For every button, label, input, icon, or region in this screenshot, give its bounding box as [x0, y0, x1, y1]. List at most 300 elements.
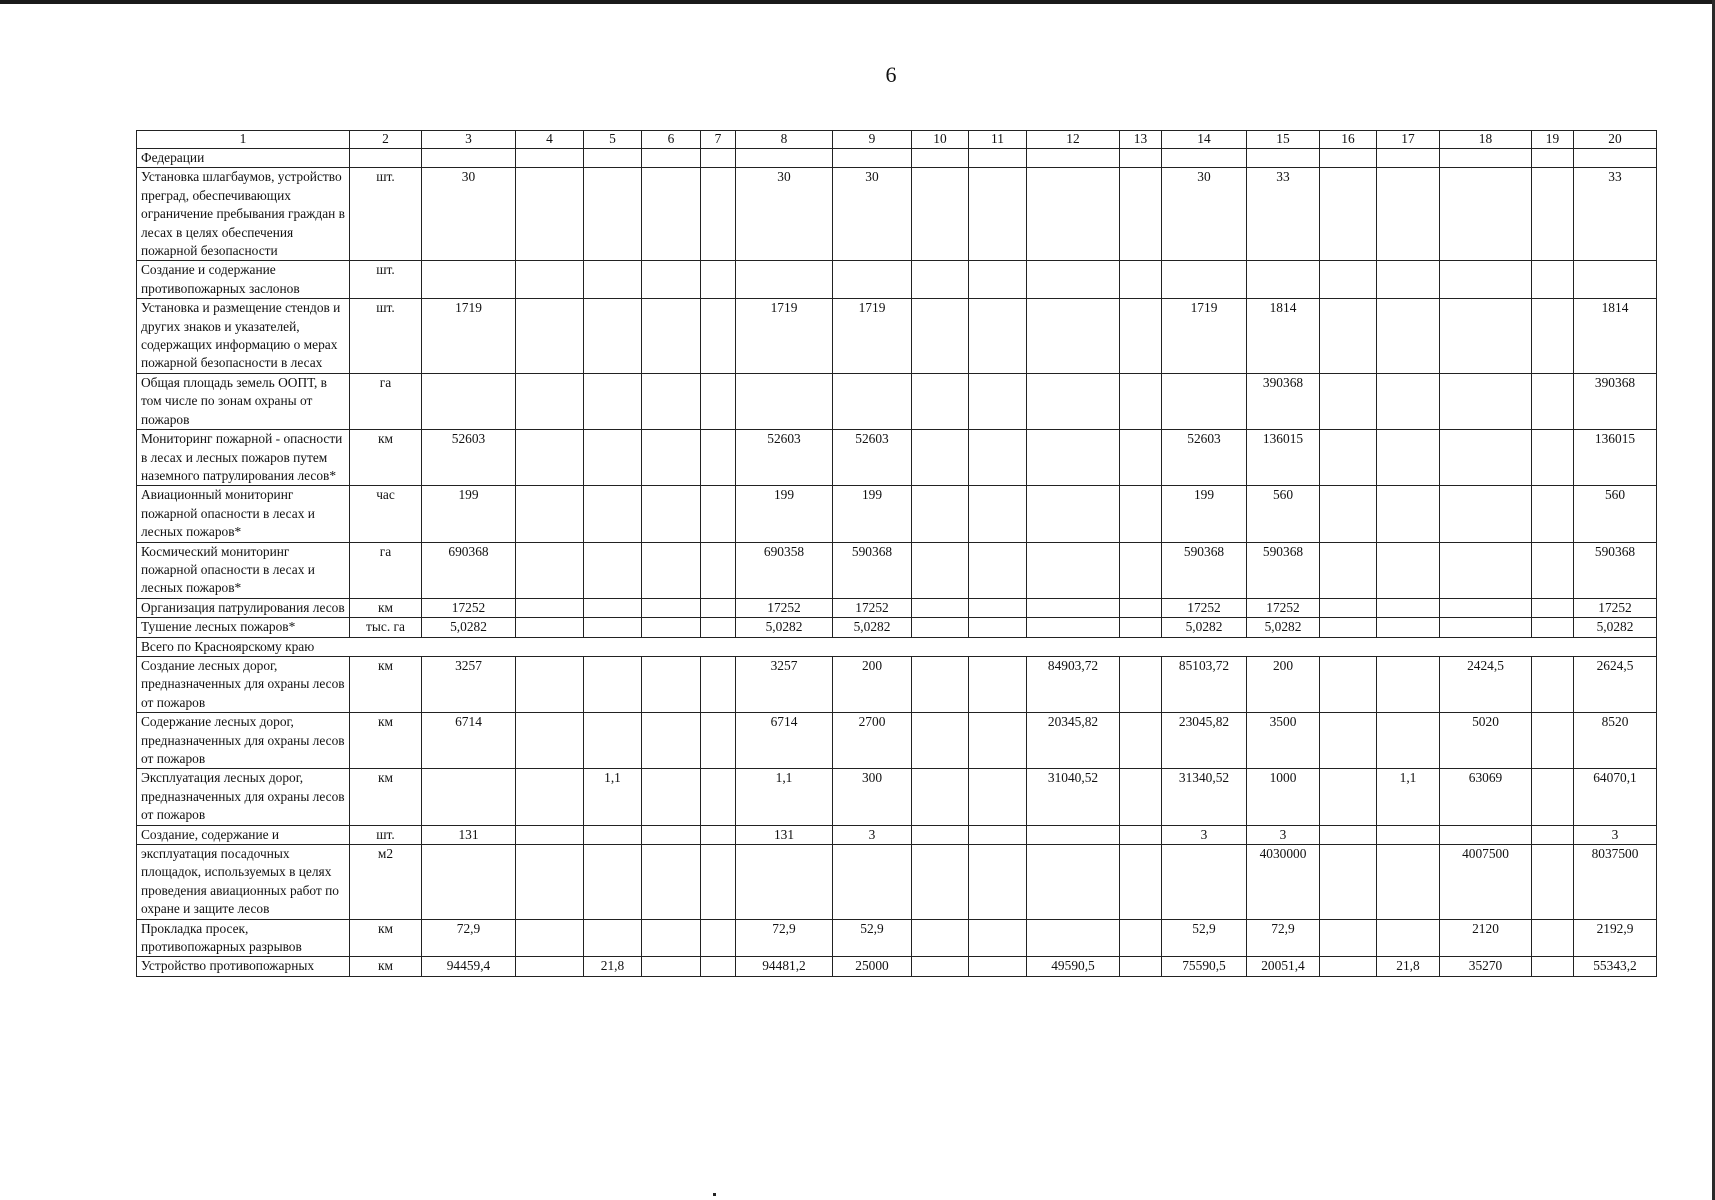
unit-cell: м2	[350, 845, 422, 920]
value-cell	[969, 430, 1027, 486]
value-cell	[422, 769, 516, 825]
value-cell	[1377, 598, 1440, 617]
value-cell	[1120, 373, 1162, 429]
value-cell	[701, 598, 736, 617]
value-cell	[584, 299, 642, 374]
table-row	[137, 598, 1657, 617]
value-cell	[1027, 618, 1120, 637]
table-cell	[1440, 149, 1532, 168]
value-cell: 17252	[1574, 598, 1657, 617]
value-cell: 590368	[1247, 542, 1320, 598]
value-cell	[1320, 825, 1377, 844]
value-cell	[969, 299, 1027, 374]
value-cell	[1120, 261, 1162, 299]
section-row	[137, 149, 1657, 168]
column-number-10: 10	[912, 131, 969, 149]
value-cell	[1027, 430, 1120, 486]
value-cell	[969, 957, 1027, 976]
column-number-11: 11	[969, 131, 1027, 149]
table-row	[137, 845, 1657, 920]
value-cell	[833, 845, 912, 920]
value-cell	[1120, 713, 1162, 769]
table-cell	[969, 149, 1027, 168]
value-cell	[701, 845, 736, 920]
value-cell	[584, 845, 642, 920]
value-cell	[1162, 373, 1247, 429]
value-cell	[642, 656, 701, 712]
table-cell	[1027, 149, 1120, 168]
table-cell	[1574, 149, 1657, 168]
value-cell	[1377, 168, 1440, 261]
value-cell: 1719	[1162, 299, 1247, 374]
table-cell	[833, 149, 912, 168]
table-row	[137, 373, 1657, 429]
value-cell	[1120, 299, 1162, 374]
value-cell	[642, 769, 701, 825]
value-cell	[1320, 430, 1377, 486]
value-cell	[1440, 430, 1532, 486]
value-cell	[1440, 542, 1532, 598]
value-cell	[516, 618, 584, 637]
value-cell: 33	[1247, 168, 1320, 261]
value-cell: 8037500	[1574, 845, 1657, 920]
value-cell: 17252	[736, 598, 833, 617]
value-cell	[1440, 825, 1532, 844]
value-cell	[642, 598, 701, 617]
activity-name: эксплуатация посадочных площадок, используемых в целях проведения авиационных работ по охране и защите лесов	[137, 845, 350, 920]
value-cell	[584, 618, 642, 637]
table-row	[137, 542, 1657, 598]
value-cell: 64070,1	[1574, 769, 1657, 825]
value-cell	[833, 373, 912, 429]
value-cell	[1440, 618, 1532, 637]
value-cell	[1120, 486, 1162, 542]
value-cell	[969, 825, 1027, 844]
forest-fire-protection-table	[136, 130, 1657, 977]
value-cell	[1377, 845, 1440, 920]
table-cell	[1532, 149, 1574, 168]
value-cell	[1320, 168, 1377, 261]
value-cell: 5,0282	[736, 618, 833, 637]
value-cell: 3500	[1247, 713, 1320, 769]
value-cell: 21,8	[1377, 957, 1440, 976]
table-cell	[701, 149, 736, 168]
column-number-7: 7	[701, 131, 736, 149]
value-cell: 136015	[1247, 430, 1320, 486]
value-cell	[1532, 618, 1574, 637]
value-cell: 31340,52	[1162, 769, 1247, 825]
value-cell	[701, 373, 736, 429]
table-row	[137, 656, 1657, 712]
value-cell	[701, 825, 736, 844]
value-cell	[516, 825, 584, 844]
value-cell	[516, 299, 584, 374]
unit-cell: км	[350, 769, 422, 825]
activity-name: Установка шлагбаумов, устройство преград, обеспечивающих ограничение пребывания граждан в лесах в целях обеспечения пожарной безопасности	[137, 168, 350, 261]
value-cell	[584, 261, 642, 299]
table-row	[137, 919, 1657, 957]
value-cell	[642, 486, 701, 542]
value-cell: 21,8	[584, 957, 642, 976]
value-cell	[969, 542, 1027, 598]
value-cell: 200	[833, 656, 912, 712]
unit-cell: шт.	[350, 299, 422, 374]
value-cell	[912, 261, 969, 299]
value-cell: 131	[736, 825, 833, 844]
value-cell	[1377, 542, 1440, 598]
column-number-8: 8	[736, 131, 833, 149]
value-cell	[516, 713, 584, 769]
value-cell	[1120, 825, 1162, 844]
value-cell	[736, 373, 833, 429]
value-cell: 1719	[833, 299, 912, 374]
table-cell	[350, 149, 422, 168]
value-cell: 2424,5	[1440, 656, 1532, 712]
activity-name: Устройство противопожарных	[137, 957, 350, 976]
column-number-9: 9	[833, 131, 912, 149]
value-cell	[1320, 486, 1377, 542]
value-cell	[1532, 299, 1574, 374]
unit-cell: га	[350, 373, 422, 429]
value-cell	[833, 261, 912, 299]
section-label: Всего по Красноярскому краю	[137, 637, 1657, 656]
table-cell	[1162, 149, 1247, 168]
value-cell	[1027, 542, 1120, 598]
value-cell	[1377, 299, 1440, 374]
value-cell	[969, 845, 1027, 920]
unit-cell: га	[350, 542, 422, 598]
value-cell	[422, 373, 516, 429]
value-cell: 690368	[422, 542, 516, 598]
value-cell	[1377, 261, 1440, 299]
activity-name: Тушение лесных пожаров*	[137, 618, 350, 637]
value-cell: 390368	[1574, 373, 1657, 429]
value-cell: 84903,72	[1027, 656, 1120, 712]
value-cell	[1027, 373, 1120, 429]
value-cell	[516, 486, 584, 542]
activity-name: Прокладка просек, противопожарных разрывов	[137, 919, 350, 957]
value-cell: 52603	[833, 430, 912, 486]
value-cell	[584, 430, 642, 486]
value-cell	[969, 598, 1027, 617]
unit-cell: тыс. га	[350, 618, 422, 637]
value-cell	[642, 261, 701, 299]
value-cell	[1120, 598, 1162, 617]
value-cell	[584, 486, 642, 542]
value-cell	[1120, 430, 1162, 486]
value-cell: 590368	[833, 542, 912, 598]
unit-cell: км	[350, 430, 422, 486]
value-cell	[1532, 373, 1574, 429]
value-cell: 52603	[422, 430, 516, 486]
value-cell	[1027, 261, 1120, 299]
value-cell	[1320, 373, 1377, 429]
value-cell	[969, 373, 1027, 429]
value-cell	[642, 713, 701, 769]
unit-cell: шт.	[350, 825, 422, 844]
value-cell: 8520	[1574, 713, 1657, 769]
value-cell	[1320, 957, 1377, 976]
value-cell: 4007500	[1440, 845, 1532, 920]
value-cell	[969, 261, 1027, 299]
value-cell	[1440, 486, 1532, 542]
value-cell	[912, 845, 969, 920]
value-cell	[1027, 299, 1120, 374]
value-cell: 1,1	[1377, 769, 1440, 825]
value-cell: 25000	[833, 957, 912, 976]
table-row	[137, 430, 1657, 486]
value-cell	[912, 618, 969, 637]
value-cell	[642, 919, 701, 957]
value-cell	[642, 542, 701, 598]
value-cell: 35270	[1440, 957, 1532, 976]
value-cell: 1814	[1247, 299, 1320, 374]
value-cell: 1719	[736, 299, 833, 374]
value-cell	[516, 845, 584, 920]
value-cell	[1320, 618, 1377, 637]
value-cell	[1574, 261, 1657, 299]
column-number-1: 1	[137, 131, 350, 149]
value-cell: 30	[1162, 168, 1247, 261]
value-cell	[516, 656, 584, 712]
column-number-20: 20	[1574, 131, 1657, 149]
column-number-4: 4	[516, 131, 584, 149]
value-cell: 85103,72	[1162, 656, 1247, 712]
value-cell	[701, 656, 736, 712]
value-cell	[642, 957, 701, 976]
value-cell	[912, 299, 969, 374]
value-cell	[1162, 845, 1247, 920]
value-cell	[1320, 261, 1377, 299]
value-cell	[1532, 261, 1574, 299]
value-cell	[1532, 713, 1574, 769]
table-row	[137, 618, 1657, 637]
value-cell: 2192,9	[1574, 919, 1657, 957]
value-cell	[1027, 825, 1120, 844]
value-cell	[701, 919, 736, 957]
value-cell	[584, 713, 642, 769]
value-cell	[701, 168, 736, 261]
value-cell	[516, 542, 584, 598]
value-cell: 560	[1574, 486, 1657, 542]
value-cell	[1120, 845, 1162, 920]
value-cell	[642, 845, 701, 920]
value-cell: 55343,2	[1574, 957, 1657, 976]
value-cell: 199	[736, 486, 833, 542]
value-cell	[912, 825, 969, 844]
value-cell: 33	[1574, 168, 1657, 261]
activity-name: Эксплуатация лесных дорог, предназначенных для охраны лесов от пожаров	[137, 769, 350, 825]
column-number-13: 13	[1120, 131, 1162, 149]
section-label: Федерации	[137, 149, 350, 168]
value-cell	[516, 168, 584, 261]
value-cell: 136015	[1574, 430, 1657, 486]
value-cell	[642, 618, 701, 637]
value-cell: 72,9	[422, 919, 516, 957]
value-cell: 6714	[736, 713, 833, 769]
value-cell	[1532, 656, 1574, 712]
value-cell	[969, 618, 1027, 637]
activity-name: Создание лесных дорог, предназначенных для охраны лесов от пожаров	[137, 656, 350, 712]
value-cell: 63069	[1440, 769, 1532, 825]
value-cell	[1120, 957, 1162, 976]
value-cell	[1377, 825, 1440, 844]
table-row	[137, 261, 1657, 299]
value-cell: 72,9	[736, 919, 833, 957]
value-cell	[516, 769, 584, 825]
value-cell: 690358	[736, 542, 833, 598]
unit-cell: км	[350, 713, 422, 769]
value-cell: 5020	[1440, 713, 1532, 769]
value-cell	[736, 261, 833, 299]
column-number-16: 16	[1320, 131, 1377, 149]
value-cell	[516, 373, 584, 429]
value-cell	[1027, 919, 1120, 957]
value-cell: 131	[422, 825, 516, 844]
value-cell	[912, 542, 969, 598]
value-cell	[912, 713, 969, 769]
value-cell	[701, 957, 736, 976]
value-cell	[701, 713, 736, 769]
value-cell	[912, 168, 969, 261]
column-number-6: 6	[642, 131, 701, 149]
value-cell: 5,0282	[422, 618, 516, 637]
value-cell: 49590,5	[1027, 957, 1120, 976]
value-cell: 23045,82	[1162, 713, 1247, 769]
value-cell	[1120, 542, 1162, 598]
value-cell	[422, 261, 516, 299]
value-cell	[701, 542, 736, 598]
value-cell	[969, 486, 1027, 542]
value-cell	[1320, 598, 1377, 617]
value-cell	[1247, 261, 1320, 299]
value-cell	[969, 656, 1027, 712]
value-cell	[516, 430, 584, 486]
value-cell: 200	[1247, 656, 1320, 712]
value-cell: 3	[1247, 825, 1320, 844]
activity-name: Авиационный мониторинг пожарной опасности в лесах и лесных пожаров*	[137, 486, 350, 542]
value-cell: 3	[1574, 825, 1657, 844]
table-cell	[736, 149, 833, 168]
value-cell: 590368	[1574, 542, 1657, 598]
value-cell: 52603	[1162, 430, 1247, 486]
table-row	[137, 168, 1657, 261]
value-cell: 3	[833, 825, 912, 844]
value-cell	[1377, 486, 1440, 542]
value-cell: 5,0282	[833, 618, 912, 637]
value-cell: 2624,5	[1574, 656, 1657, 712]
value-cell	[584, 598, 642, 617]
activity-name: Установка и размещение стендов и других знаков и указателей, содержащих информацию о мерах пожарной безопасности в лесах	[137, 299, 350, 374]
value-cell	[701, 618, 736, 637]
value-cell	[516, 261, 584, 299]
value-cell: 52,9	[833, 919, 912, 957]
value-cell	[1532, 542, 1574, 598]
value-cell	[516, 919, 584, 957]
value-cell: 94481,2	[736, 957, 833, 976]
table-cell	[1377, 149, 1440, 168]
table-row	[137, 825, 1657, 844]
value-cell	[1120, 769, 1162, 825]
value-cell: 30	[422, 168, 516, 261]
page-number: 6	[885, 62, 897, 87]
value-cell	[516, 957, 584, 976]
value-cell	[1027, 598, 1120, 617]
value-cell	[701, 486, 736, 542]
table-cell	[1120, 149, 1162, 168]
column-number-14: 14	[1162, 131, 1247, 149]
column-number-2: 2	[350, 131, 422, 149]
value-cell: 17252	[1247, 598, 1320, 617]
value-cell: 199	[1162, 486, 1247, 542]
value-cell	[912, 598, 969, 617]
value-cell	[701, 261, 736, 299]
value-cell	[1377, 713, 1440, 769]
value-cell: 20345,82	[1027, 713, 1120, 769]
activity-name: Космический мониторинг пожарной опасности в лесах и лесных пожаров*	[137, 542, 350, 598]
value-cell: 20051,4	[1247, 957, 1320, 976]
value-cell	[912, 373, 969, 429]
value-cell: 1814	[1574, 299, 1657, 374]
value-cell	[912, 430, 969, 486]
activity-name: Создание, содержание и	[137, 825, 350, 844]
value-cell	[701, 299, 736, 374]
value-cell	[1320, 299, 1377, 374]
value-cell: 72,9	[1247, 919, 1320, 957]
column-number-18: 18	[1440, 131, 1532, 149]
value-cell: 5,0282	[1247, 618, 1320, 637]
value-cell	[642, 168, 701, 261]
unit-cell: км	[350, 598, 422, 617]
value-cell	[1532, 430, 1574, 486]
value-cell: 5,0282	[1574, 618, 1657, 637]
value-cell: 1719	[422, 299, 516, 374]
value-cell: 30	[833, 168, 912, 261]
value-cell	[1532, 957, 1574, 976]
activity-name: Мониторинг пожарной - опасности в лесах и лесных пожаров путем наземного патрулирования лесов*	[137, 430, 350, 486]
value-cell	[584, 168, 642, 261]
value-cell: 199	[833, 486, 912, 542]
value-cell	[1532, 845, 1574, 920]
value-cell: 52,9	[1162, 919, 1247, 957]
value-cell	[422, 845, 516, 920]
table-cell	[584, 149, 642, 168]
value-cell	[1440, 168, 1532, 261]
value-cell	[1162, 261, 1247, 299]
column-number-12: 12	[1027, 131, 1120, 149]
column-number-15: 15	[1247, 131, 1320, 149]
activity-name: Создание и содержание противопожарных заслонов	[137, 261, 350, 299]
value-cell: 94459,4	[422, 957, 516, 976]
value-cell	[912, 919, 969, 957]
activity-name: Организация патрулирования лесов	[137, 598, 350, 617]
value-cell: 2120	[1440, 919, 1532, 957]
section-row	[137, 637, 1657, 656]
scan-speck	[713, 1193, 716, 1196]
column-number-19: 19	[1532, 131, 1574, 149]
value-cell	[1377, 656, 1440, 712]
value-cell	[912, 486, 969, 542]
value-cell	[1320, 845, 1377, 920]
value-cell	[912, 769, 969, 825]
value-cell	[584, 656, 642, 712]
column-number-3: 3	[422, 131, 516, 149]
value-cell	[642, 825, 701, 844]
value-cell	[1027, 168, 1120, 261]
unit-cell: км	[350, 656, 422, 712]
value-cell	[1532, 486, 1574, 542]
value-cell	[1377, 919, 1440, 957]
